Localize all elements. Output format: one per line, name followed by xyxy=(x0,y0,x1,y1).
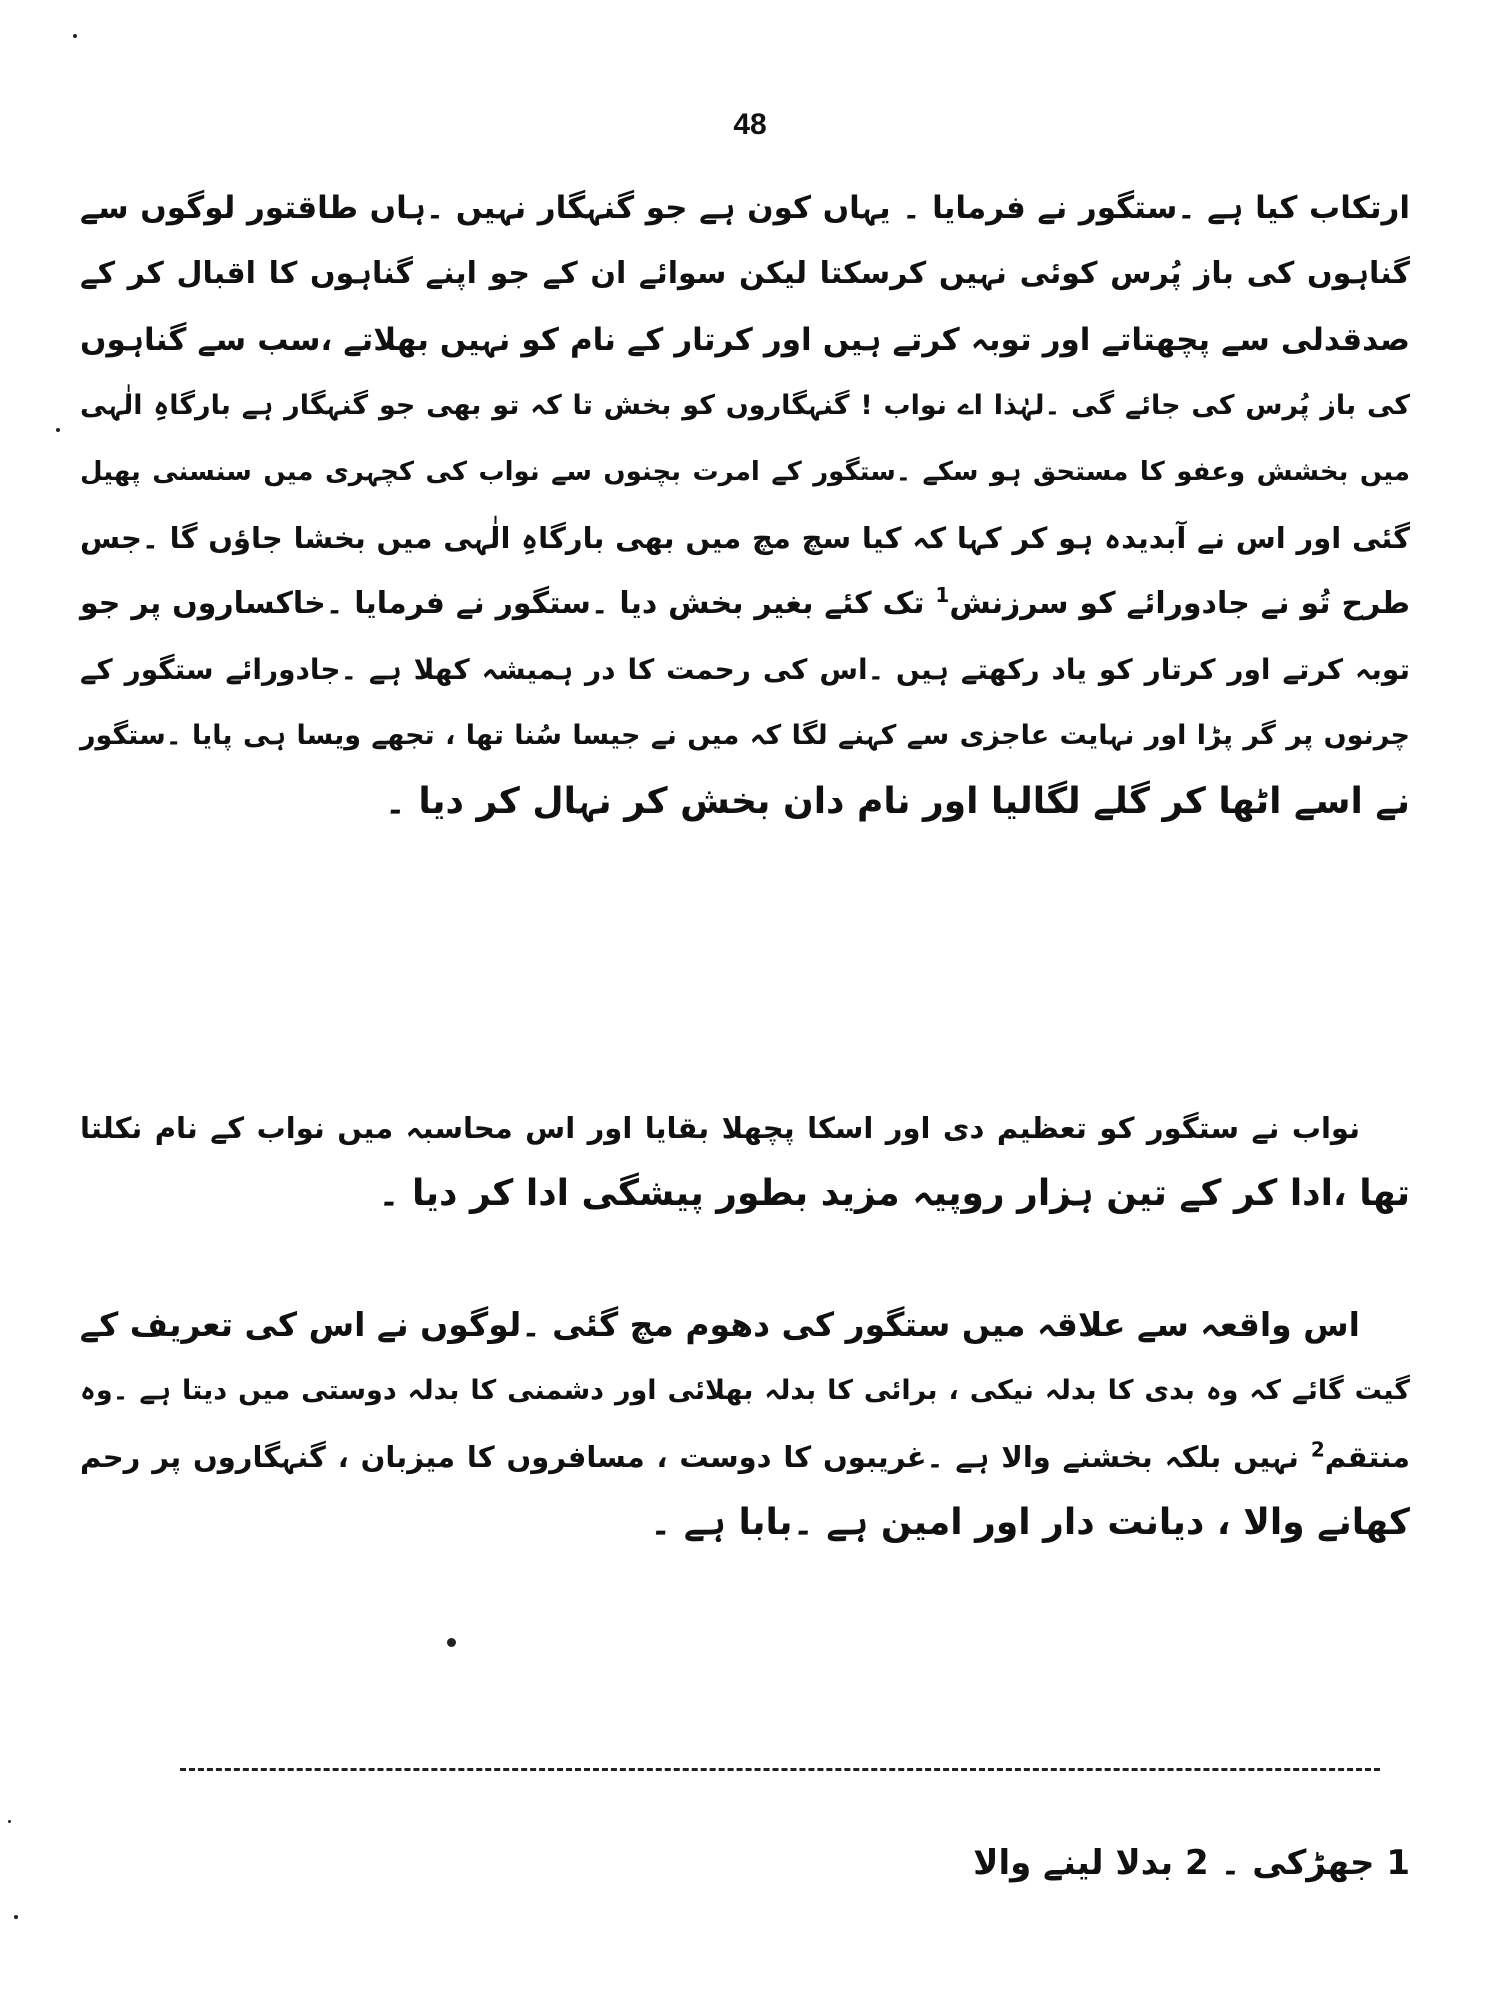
text-line: ارتکاب کیا ہے ۔ستگور نے فرمایا ۔ یہاں کون ہے جو گنہگار نہیں ۔ہاں طاقتور لوگوں سے xyxy=(80,190,1410,226)
footnotes: 1 جھڑکی ۔ 2 بدلا لینے والا xyxy=(973,1843,1410,1883)
scan-speck xyxy=(8,1820,11,1823)
text-line: صدقدلی سے پچھتاتے اور توبہ کرتے ہیں اور کرتار کے نام کو نہیں بھلاتے ،سب سے گناہوں xyxy=(80,322,1410,358)
paragraph-1 xyxy=(80,183,1410,1083)
text-line: چرنوں پر گر پڑا اور نہایت عاجزی سے کہنے لگا کہ میں نے جیسا سُنا تھا ، تجھے ویسا ہی پایا ۔ستگور xyxy=(80,720,1410,751)
text-line: توبہ کرتے اور کرتار کو یاد رکھتے ہیں ۔اس کی رحمت کا در ہمیشہ کھلا ہے ۔جادورائے ستگور کے xyxy=(80,653,1410,686)
text-line: گیت گائے کہ وہ بدی کا بدلہ نیکی ، برائی کا بدلہ بھلائی اور دشمنی کا بدلہ دوستی میں دیتا ہے ۔وہ xyxy=(80,1375,1410,1406)
footnote-divider xyxy=(180,1768,1380,1771)
text-segment: منتقم xyxy=(1324,1440,1410,1474)
scan-speck xyxy=(14,1915,18,1919)
footnote-marker: 1 xyxy=(935,583,950,607)
scan-speck xyxy=(73,34,77,38)
text-line: نے اسے اٹھا کر گلے لگالیا اور نام دان بخش کر نہال کر دیا ۔ xyxy=(384,781,1410,822)
text-line: میں بخشش وعفو کا مستحق ہو سکے ۔ستگور کے امرت بچنوں سے نواب کی کچہری میں سنسنی پھیل xyxy=(80,457,1410,487)
text-line: تھا ،ادا کر کے تین ہزار روپیہ مزید بطور پیشگی ادا کر دیا ۔ xyxy=(378,1173,1410,1214)
text-line: نواب نے ستگور کو تعظیم دی اور اسکا پچھلا بقایا اور اس محاسبہ میں نواب کے نام نکلتا xyxy=(80,1111,1360,1145)
text-segment: نہیں بلکہ بخشنے والا ہے ۔غریبوں کا دوست ، مسافروں کا میزبان ، گنہگاروں پر رحم xyxy=(80,1440,1299,1474)
text-line: گئی اور اس نے آبدیدہ ہو کر کہا کہ کیا سچ مچ میں بھی بارگاہِ الٰہی میں بخشا جاؤں گا ۔جس xyxy=(80,521,1410,555)
text-line: کی باز پُرس کی جائے گی ۔لہٰذا اے نواب ! گنہگاروں کو بخش تا کہ تو بھی جو گنہگار ہے بارگاہِ الٰہی xyxy=(80,390,1410,421)
text-line-with-footnote xyxy=(80,1432,1410,1482)
text-line: گناہوں کی باز پُرس کوئی نہیں کرسکتا لیکن سوائے ان کے جو اپنے گناہوں کا اقبال کر کے xyxy=(80,256,1410,291)
text-line: اس واقعہ سے علاقہ میں ستگور کی دھوم مچ گئی ۔لوگوں نے اس کی تعریف کے xyxy=(79,1305,1360,1344)
scan-speck xyxy=(447,1638,456,1647)
text-line-with-footnote xyxy=(80,579,1410,629)
scan-speck xyxy=(56,428,60,432)
page-number: 48 xyxy=(733,108,767,141)
paragraph-2 xyxy=(80,1103,1410,1243)
text-segment: تک کئے بغیر بخش دیا ۔ستگور نے فرمایا ۔خاکساروں پر جو xyxy=(80,586,925,621)
paragraph-3 xyxy=(80,1300,1410,1600)
footnote-marker: 2 xyxy=(1310,1437,1325,1462)
text-segment: طرح تُو نے جادورائے کو سرزنش xyxy=(949,586,1410,621)
text-line: کھانے والا ، دیانت دار اور امین ہے ۔بابا ہے ۔ xyxy=(650,1502,1410,1543)
